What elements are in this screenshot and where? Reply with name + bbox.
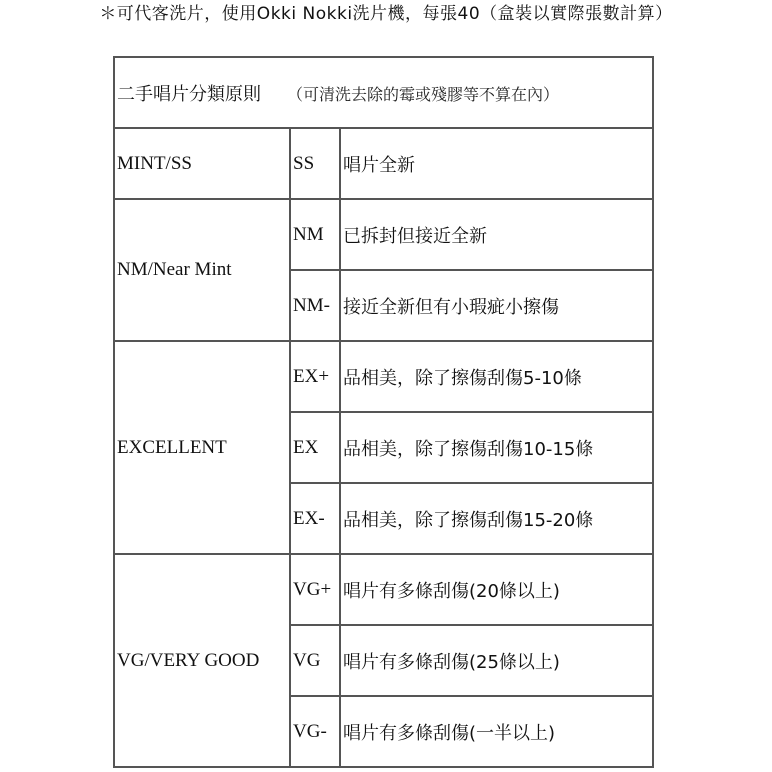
cleaning-service-note: ＊可代客洗片，使用Okki Nokki洗片機，每張40（盒裝以實際張數計算） bbox=[99, 4, 673, 24]
record-grading-table bbox=[113, 56, 654, 768]
grade-description: 唱片有多條刮傷(25條以上) bbox=[341, 626, 654, 697]
grade-description: 唱片有多條刮傷(一半以上) bbox=[341, 697, 654, 768]
table-row bbox=[115, 200, 654, 271]
grade-description: 已拆封但接近全新 bbox=[341, 200, 654, 271]
table-header-row bbox=[115, 58, 654, 129]
grade-category: NM/Near Mint bbox=[115, 200, 291, 342]
grade-code: VG- bbox=[291, 697, 341, 768]
grade-code: EX+ bbox=[291, 342, 341, 413]
grade-code: VG bbox=[291, 626, 341, 697]
grade-description: 唱片有多條刮傷(20條以上) bbox=[341, 555, 654, 626]
grade-description: 品相美，除了擦傷刮傷15-20條 bbox=[341, 484, 654, 555]
grade-category: VG/VERY GOOD bbox=[115, 555, 291, 768]
grade-description: 唱片全新 bbox=[341, 129, 654, 200]
grade-code: EX- bbox=[291, 484, 341, 555]
table-subtitle: （可清洗去除的霉或殘膠等不算在內） bbox=[287, 84, 560, 104]
table-row bbox=[115, 129, 654, 200]
grade-code: SS bbox=[291, 129, 341, 200]
grade-code: NM bbox=[291, 200, 341, 271]
grade-description: 接近全新但有小瑕疵小擦傷 bbox=[341, 271, 654, 342]
table-row bbox=[115, 555, 654, 626]
table-row bbox=[115, 342, 654, 413]
grade-description: 品相美，除了擦傷刮傷5-10條 bbox=[341, 342, 654, 413]
table-title: 二手唱片分類原則 bbox=[117, 83, 261, 105]
grade-category: EXCELLENT bbox=[115, 342, 291, 555]
grade-code: EX bbox=[291, 413, 341, 484]
grade-description: 品相美，除了擦傷刮傷10-15條 bbox=[341, 413, 654, 484]
grade-code: NM- bbox=[291, 271, 341, 342]
grade-category: MINT/SS bbox=[115, 129, 291, 200]
grade-code: VG+ bbox=[291, 555, 341, 626]
table-title-cell bbox=[115, 58, 654, 129]
